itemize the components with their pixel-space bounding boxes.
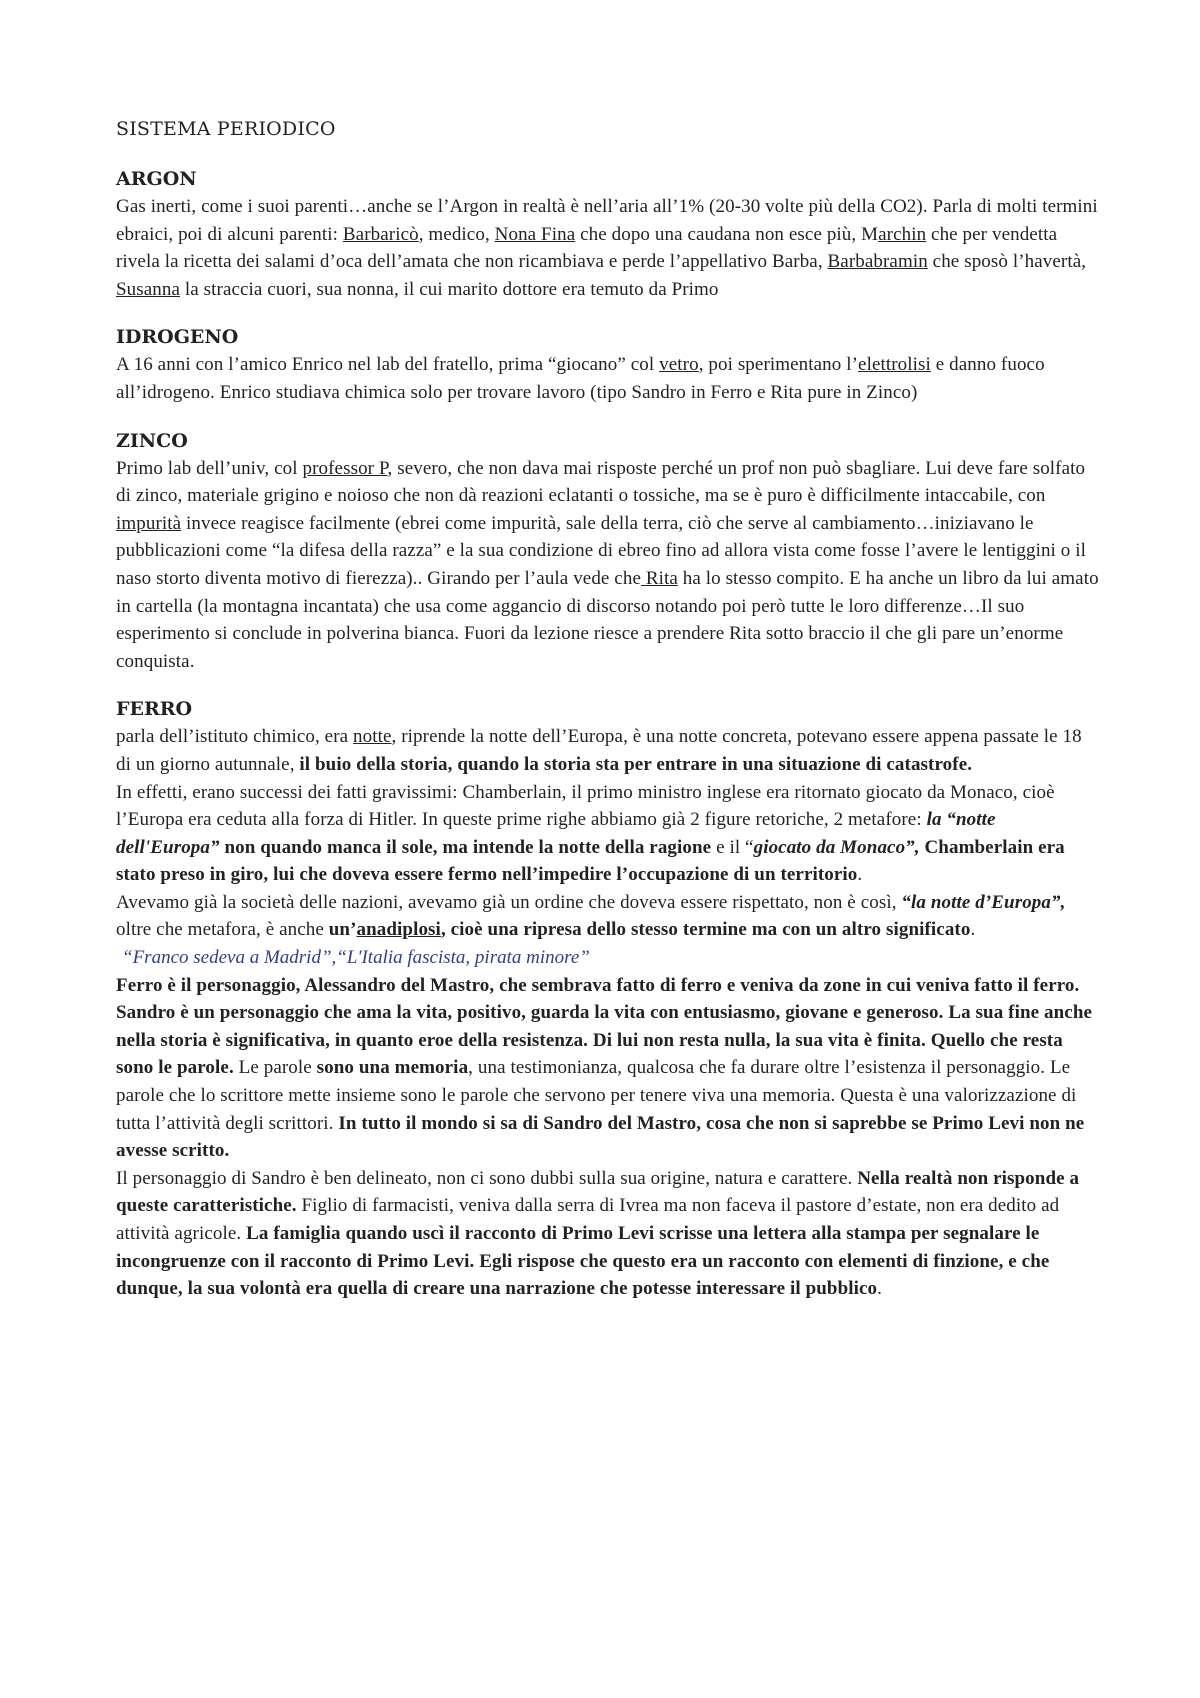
document-title: SISTEMA PERIODICO	[116, 118, 336, 140]
section-zinco	[116, 427, 1100, 676]
bold-run: , cioè una ripresa dello stesso termine ma con un altro significato	[440, 919, 971, 941]
text-run: .	[970, 919, 976, 941]
paragraph-ferro-4	[116, 972, 1100, 1165]
bold-italic-run: la “notte dell'Europa”	[116, 809, 996, 858]
underlined-term: archin	[878, 223, 927, 245]
text-run: , poi sperimentano l’	[698, 354, 859, 376]
bold-run: Nella realtà non risponde a queste caratteristiche.	[116, 1167, 1080, 1217]
underlined-term: elettrolisi	[858, 354, 931, 376]
text-run: Primo lab dell’univ, col	[116, 457, 303, 479]
paragraph-ferro-3	[116, 889, 1100, 944]
paragraph-zinco	[116, 455, 1100, 676]
text-run: .	[877, 1278, 883, 1300]
underlined-term: Nona Fina	[494, 223, 576, 245]
text-run: che sposò l’havertà,	[927, 251, 1087, 273]
paragraph-ferro-1	[116, 723, 1100, 778]
underlined-term: Barbabramin	[827, 251, 928, 273]
text-run: oltre che metafora, è anche	[116, 919, 329, 941]
text-run: A 16 anni con l’amico Enrico nel lab del fratello, prima “giocano” col	[116, 354, 660, 376]
section-heading-zinco: ZINCO	[116, 429, 188, 452]
bold-run: il buio della storia, quando la storia sta per entrare in una situazione di catastrofe.	[299, 753, 973, 775]
text-run: Gas inerti, come i suoi parenti…anche se l’Argon in realtà è nell’aria all’1% (20-30 volte più della CO2). Parla di molti termini ebraici, poi di alcuni parenti:	[116, 196, 1098, 245]
section-heading-idrogeno: IDROGENO	[116, 326, 239, 349]
bold-italic-run: giocato da Monaco”,	[753, 836, 920, 858]
text-run: Il personaggio di Sandro è ben delineato, non ci sono dubbi sulla sua origine, natura e carattere.	[116, 1167, 858, 1189]
section-argon	[116, 165, 1100, 303]
bold-run: sono una memoria	[316, 1057, 469, 1079]
section-heading-ferro: FERRO	[116, 698, 193, 721]
text-run: , medico,	[418, 223, 495, 245]
text-run: , severo, che non dava mai risposte perché un prof non può sbagliare. Lui deve fare solfato di zinco, materiale grigino e noioso che non dà reazioni eclatanti o tossiche, ma se è puro è difficilmente intaccabile, con	[116, 457, 1086, 507]
underlined-term: notte	[353, 726, 392, 748]
text-run: Figlio di farmacisti, veniva dalla serra di Ivrea ma non faceva il pastore d’estate, non era dedito ad attività agricole.	[116, 1195, 1060, 1244]
text-run: , una testimonianza, qualcosa che fa durare oltre l’esistenza il personaggio. Le parole che lo scrittore mette insieme sono le parole che servono per tenere viva una memoria. Questa è una valorizzazione di tutta l’attività degli scrittori.	[116, 1057, 1077, 1134]
bold-run: La famiglia quando uscì il racconto di Primo Levi scrisse una lettera alla stampa per segnalare le incongruenze con il racconto di Primo Levi. Egli rispose che questo era un racconto con elementi di finzione, e che dunque, la sua volontà era quella di creare una narrazione che potesse interessare il pubblico	[116, 1223, 1050, 1300]
text-run: Le parole	[233, 1057, 317, 1079]
underlined-term: professor P	[302, 457, 388, 479]
section-idrogeno	[116, 323, 1100, 406]
section-heading-argon: ARGON	[116, 168, 197, 190]
bold-underlined-term: anadiplosi	[356, 919, 441, 941]
bold-run: un’	[328, 919, 357, 941]
text-run: invece reagisce facilmente (ebrei come impurità, sale della terra, ciò che serve al cambiamento…iniziavano le pubblicazioni come “la difesa della razza” e la sua condizione di ebreo fino ad allora vista come fosse l’avere le lentiggini o il naso storto diventa motivo di fierezza).. Girando per l’aula vede che	[116, 512, 1086, 589]
text-run: Avevamo già la società delle nazioni, avevamo già un ordine che doveva essere rispettato, non è così,	[116, 891, 902, 913]
bold-italic-run: “la notte d’Europa”,	[901, 891, 1066, 913]
text-run: e danno fuoco all’idrogeno. Enrico studiava chimica solo per trovare lavoro (tipo Sandro in Ferro e Rita pure in Zinco)	[116, 354, 1045, 403]
text-run: che dopo una caudana non esce più, M	[575, 223, 879, 245]
underlined-term: vetro	[659, 354, 699, 376]
quote-line: “Franco sedeva a Madrid”,“L'Italia fascista, pirata minore”	[122, 947, 590, 969]
paragraph-argon	[116, 193, 1100, 303]
section-ferro	[116, 695, 1100, 1302]
paragraph-ferro-2	[116, 779, 1100, 889]
underlined-term: Susanna	[116, 278, 181, 300]
paragraph-ferro-5	[116, 1165, 1100, 1303]
text-run: che per vendetta rivela la ricetta dei salami d’oca dell’amata che non ricambiava e perde l’appellativo Barba,	[116, 223, 1058, 273]
text-run: ha lo stesso compito. E ha anche un libro da lui amato in cartella (la montagna incantata) che usa come aggancio di discorso notando poi però tutte le loro differenze…Il suo esperimento si conclude in polverina bianca. Fuori da lezione riesce a prendere Rita sotto braccio il che gli pare un’enorme conquista.	[116, 567, 1099, 672]
text-run: la straccia cuori, sua nonna, il cui marito dottore era temuto da Primo	[180, 278, 719, 300]
bold-run: Ferro è il personaggio, Alessandro del Mastro, che sembrava fatto di ferro e veniva da zone in cui veniva fatto il ferro. Sandro è un personaggio che ama la vita, positivo, guarda la vita con entusiasmo, giovane e generoso. La sua fine anche nella storia è significativa, in quanto eroe della resistenza. Di lui non resta nulla, la sua vita è finita. Quello che resta sono le parole.	[116, 974, 1093, 1079]
text-run: , riprende la notte dell’Europa, è una notte concreta, potevano essere appena passate le 18 di un giorno autunnale,	[116, 726, 1082, 775]
bold-run: non quando manca il sole, ma intende la notte della ragione	[219, 836, 712, 858]
underlined-term: Rita	[640, 567, 678, 589]
underlined-term: Barbaricò	[342, 223, 419, 245]
text-run: In effetti, erano successi dei fatti gravissimi: Chamberlain, il primo ministro inglese era ritornato giocato da Monaco, cioè l’Europa era ceduta alla forza di Hitler. In queste prime righe abbiamo già 2 figure retoriche, 2 metafore:	[116, 781, 1055, 831]
bold-run: In tutto il mondo si sa di Sandro del Mastro, cosa che non si saprebbe se Primo Levi non ne avesse scritto.	[116, 1112, 1085, 1162]
text-run: .	[857, 864, 863, 886]
underlined-term: impurità	[116, 512, 182, 534]
text-run: e il “	[711, 836, 754, 858]
bold-run: Chamberlain era stato preso in giro, lui che doveva essere fermo nell’impedire l’occupazione di un territorio	[116, 836, 1065, 886]
text-run: parla dell’istituto chimico, era	[116, 726, 354, 748]
paragraph-idrogeno	[116, 351, 1100, 406]
